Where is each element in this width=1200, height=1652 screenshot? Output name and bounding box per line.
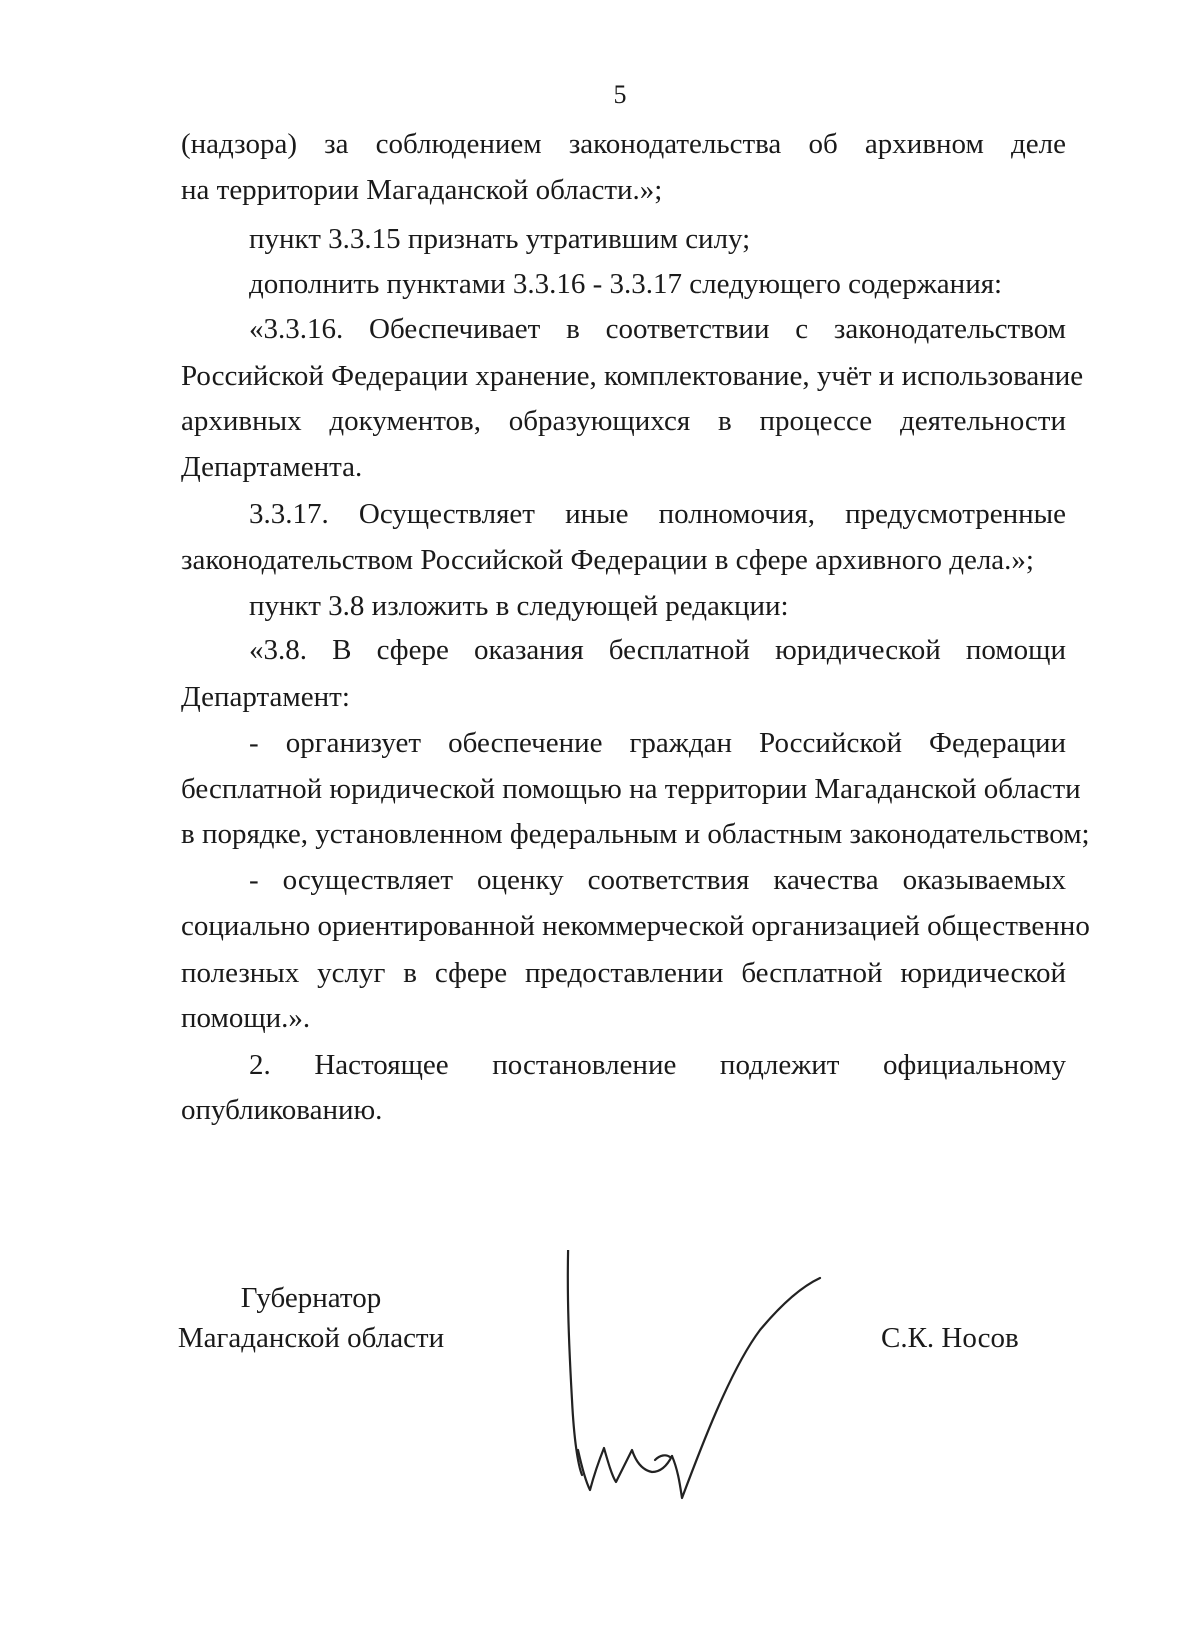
text-line: Департамента. <box>181 451 363 483</box>
text-line: Департамент: <box>181 681 350 713</box>
text-line: архивных документов, образующихся в процессе деятельности <box>181 405 1066 437</box>
text-line: на территории Магаданской области.»; <box>181 174 663 206</box>
handwritten-signature <box>560 1250 880 1530</box>
text-line: - организует обеспечение граждан Российской Федерации <box>249 727 1066 759</box>
text-line: социально ориентированной некоммерческой организацией общественно <box>181 910 1090 942</box>
text-line: бесплатной юридической помощью на территории Магаданской области <box>181 773 1081 805</box>
text-line: опубликованию. <box>181 1094 383 1126</box>
text-line: пункт 3.3.15 признать утратившим силу; <box>249 223 751 255</box>
text-line: пункт 3.8 изложить в следующей редакции: <box>249 590 789 622</box>
text-line: в порядке, установленном федеральным и областным законодательством; <box>181 818 1090 850</box>
page-number: 5 <box>613 80 627 109</box>
text-line: - осуществляет оценку соответствия качества оказываемых <box>249 864 1066 896</box>
text-line: 3.3.17. Осуществляет иные полномочия, предусмотренные <box>249 498 1066 530</box>
text-line: помощи.». <box>181 1002 311 1034</box>
text-line: 2. Настоящее постановление подлежит официальному <box>249 1049 1066 1081</box>
text-line: (надзора) за соблюдением законодательства об архивном деле <box>181 128 1066 160</box>
signatory-title-line2: Магаданской области <box>177 1322 445 1354</box>
text-line: дополнить пунктами 3.3.16 - 3.3.17 следующего содержания: <box>249 268 1003 300</box>
text-line: «3.8. В сфере оказания бесплатной юридической помощи <box>249 634 1066 666</box>
text-line: Российской Федерации хранение, комплектование, учёт и использование <box>181 360 1084 392</box>
signatory-title-line1: Губернатор <box>240 1282 382 1314</box>
text-line: «3.3.16. Обеспечивает в соответствии с законодательством <box>249 313 1066 345</box>
text-line: законодательством Российской Федерации в сфере архивного дела.»; <box>181 544 1034 576</box>
text-line: полезных услуг в сфере предоставлении бесплатной юридической <box>181 957 1066 989</box>
signatory-name: С.К. Носов <box>881 1322 1019 1354</box>
